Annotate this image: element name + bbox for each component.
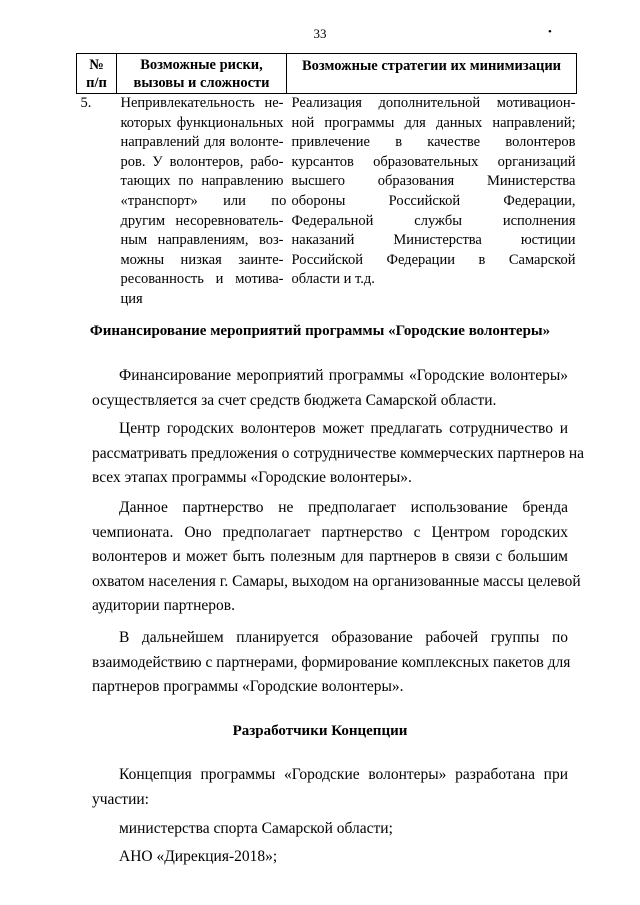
- strategy-line: ной программы для данных направлений;: [291, 114, 576, 131]
- header-num-line2: п/п: [86, 75, 107, 91]
- financing-paragraph-2: [92, 417, 585, 491]
- risk-line: Непривлекательность не-: [120, 95, 284, 111]
- strategy-line: Российской Федерации в Самарской: [291, 251, 576, 268]
- paragraph-line: всех этапах программы «Городские волонтеры».: [92, 469, 412, 486]
- paragraph-line: аудитории партнеров.: [92, 597, 235, 614]
- risk-line: можны низкая заинте-: [120, 251, 284, 268]
- paragraph-line: чемпионата. Оно предполагает партнерство с Центром городских: [92, 523, 568, 541]
- risk-line: которых функциональных: [120, 114, 284, 131]
- risk-line: ресованность и мотива-: [120, 271, 284, 288]
- paragraph-line: Данное партнерство не предполагает использование бренда: [119, 499, 568, 516]
- paragraph-line: Финансирование мероприятий программы «Городские волонтеры»: [119, 367, 568, 384]
- paragraph-line: Концепция программы «Городские волонтеры» разработана при: [119, 766, 568, 783]
- developers-paragraph: [92, 763, 568, 812]
- developer-list-item: министерства спорта Самарской области;: [119, 820, 393, 837]
- strategy-line: Федеральной службы исполнения: [291, 212, 576, 229]
- header-risks-line2: вызовы и сложности: [133, 75, 270, 91]
- risk-line: ным направлениям, воз-: [120, 232, 284, 249]
- corner-mark: •: [548, 26, 552, 38]
- risk-line: другим несоревнователь-: [120, 212, 284, 229]
- developer-list-item: АНО «Дирекция-2018»;: [119, 848, 278, 865]
- strategy-line: курсантов образовательных организаций: [291, 153, 576, 170]
- strategy-line: высшего образования Министерства: [291, 173, 576, 190]
- header-risks: [117, 54, 287, 94]
- financing-paragraph-4: [92, 626, 571, 700]
- row-strategy-cell: [287, 94, 577, 310]
- strategy-line: области и т.д.: [291, 271, 375, 288]
- row-number: 5.: [80, 95, 92, 111]
- risk-line: «транспорт» или по: [120, 192, 287, 209]
- header-strategies-label: Возможные стратегии их минимизации: [301, 58, 562, 74]
- financing-paragraph-3: [92, 496, 581, 619]
- developers-heading: Разработчики Концепции: [232, 723, 408, 739]
- financing-heading: Финансирование мероприятий программы «Городские волонтеры»: [89, 323, 551, 339]
- page-number: 33: [313, 26, 327, 41]
- risk-table: [76, 53, 577, 310]
- row-risk-cell: [117, 94, 287, 310]
- risk-line: тающих по направлению: [120, 173, 284, 190]
- header-num-line1: №: [89, 57, 104, 73]
- paragraph-line: рассматривать предложения о сотрудничестве коммерческих партнеров на: [92, 444, 585, 462]
- paragraph-line: взаимодействию с партнерами, формирование комплексных пакетов для: [92, 653, 571, 671]
- table-header-row: [77, 54, 577, 94]
- paragraph-line: охватом населения г. Самары, выходом на организованные массы целевой: [92, 572, 581, 590]
- paragraph-line: осуществляется за счет средств бюджета Самарской области.: [92, 391, 497, 409]
- strategy-line: наказаний Министерства юстиции: [291, 232, 576, 249]
- header-num: [77, 54, 117, 94]
- strategy-line: привлечение в качестве волонтеров: [291, 134, 576, 151]
- risk-line: ров. У волонтеров, рабо-: [120, 153, 284, 170]
- risk-line: направлений для волонте-: [120, 134, 284, 151]
- financing-paragraph-1: [92, 364, 568, 413]
- risk-line: ция: [120, 290, 143, 307]
- header-strategies: [287, 54, 577, 94]
- header-risks-line1: Возможные риски,: [140, 57, 263, 73]
- strategy-line: Реализация дополнительной мотивацион-: [291, 95, 576, 111]
- table-row: [77, 94, 577, 310]
- paragraph-line: Центр городских волонтеров может предлагать сотрудничество и: [119, 420, 568, 437]
- paragraph-line: В дальнейшем планируется образование рабочей группы по: [119, 629, 568, 646]
- strategy-line: обороны Российской Федерации,: [291, 192, 576, 209]
- paragraph-line: участии:: [92, 790, 149, 808]
- paragraph-line: волонтеров и может быть полезным для партнеров в связи с большим: [92, 548, 568, 565]
- paragraph-line: партнеров программы «Городские волонтеры».: [92, 678, 404, 695]
